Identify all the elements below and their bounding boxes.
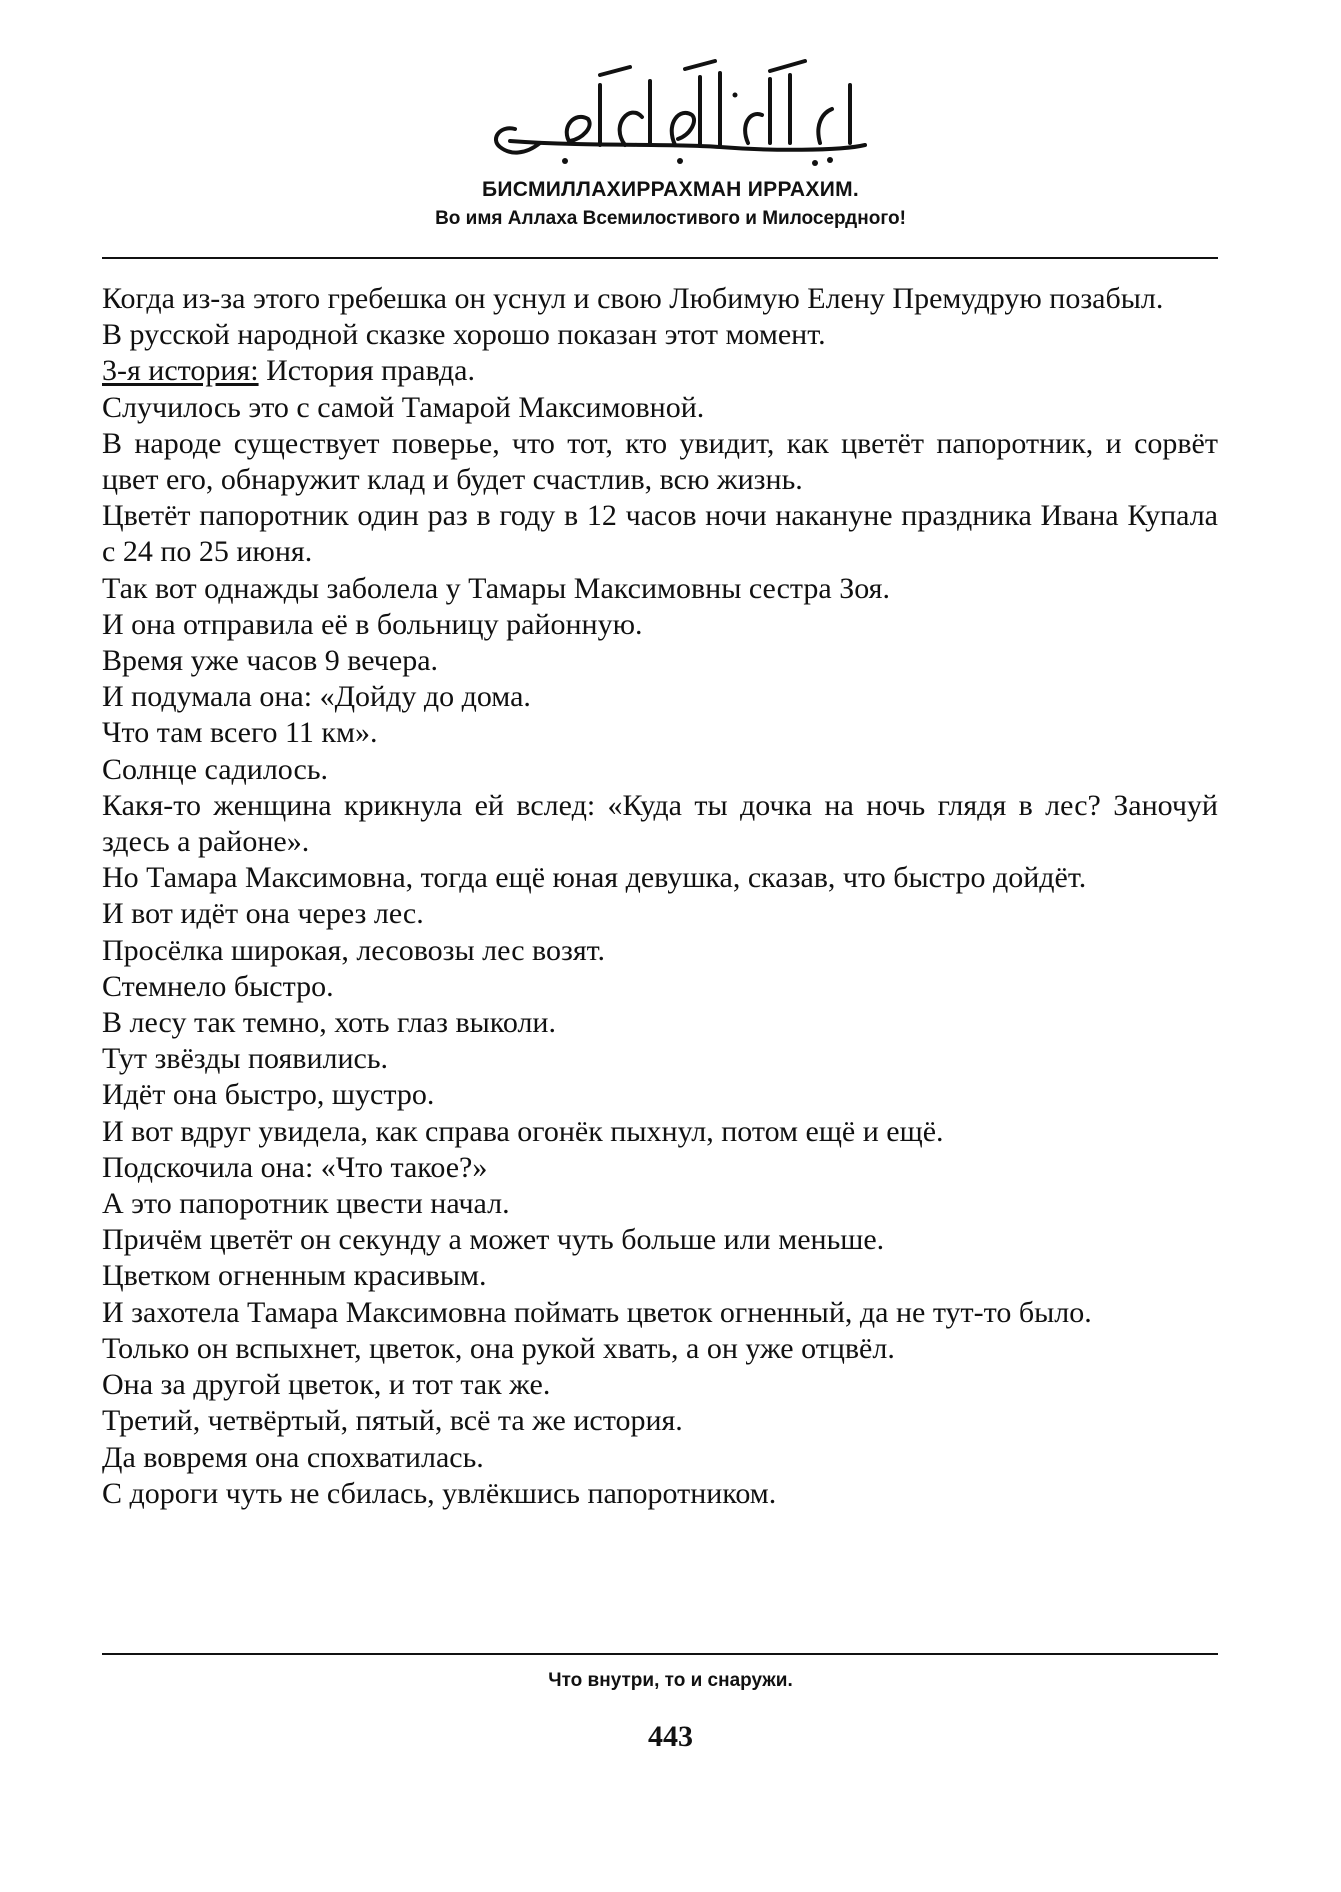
body-text [102, 281, 1218, 1512]
paragraph: Цветком огненным красивым. [102, 1259, 487, 1293]
paragraph: И подумала она: «Дойду до дома. [102, 680, 531, 714]
paragraph: Случилось это с самой Тамарой Максимовной. [102, 390, 705, 424]
footer-motto: Что внутри, то и снаружи. [548, 1670, 793, 1691]
bismillah-calligraphy [470, 55, 890, 170]
paragraph: И вот идёт она через лес. [102, 897, 424, 931]
paragraph: И захотела Тамара Максимовна поймать цветок огненный, да не тут-то было. [102, 1295, 1092, 1329]
paragraph: Тут звёзды появились. [102, 1042, 389, 1076]
paragraph: В народе существует поверье, что тот, кто увидит, как цветёт папоротник, и сорвёт цвет его, обнаружит клад и будет счастлив, всю жизнь. [102, 426, 1218, 497]
paragraph: Только он вспыхнет, цветок, она рукой хвать, а он уже отцвёл. [102, 1331, 895, 1365]
paragraph: В русской народной сказке хорошо показан этот момент. [102, 318, 826, 352]
paragraph: Но Тамара Максимовна, тогда ещё юная девушка, сказав, что быстро дойдёт. [102, 861, 1087, 895]
paragraph: Причём цветёт он секунду а может чуть больше или меньше. [102, 1223, 885, 1257]
paragraph: Время уже часов 9 вечера. [102, 644, 439, 678]
paragraph: Цветёт папоротник один раз в году в 12 часов ночи накануне праздника Ивана Купала с 24 по 25 июня. [102, 499, 1218, 569]
paragraph: Она за другой цветок, и тот так же. [102, 1368, 551, 1402]
story-label: 3-я история: [102, 354, 259, 388]
paragraph: Когда из-за этого гребешка он уснул и свою Любимую Елену Премудрую позабыл. [102, 282, 1164, 315]
paragraph: С дороги чуть не сбилась, увлёкшись папоротником. [102, 1476, 777, 1510]
header-title: БИСМИЛЛАХИРРАХМАН ИРРАХИМ. [481, 178, 860, 201]
paragraph: Идёт она быстро, шустро. [102, 1078, 435, 1112]
header-divider [102, 257, 1218, 259]
paragraph: И она отправила её в больницу районную. [102, 607, 643, 641]
footer-divider [102, 1653, 1218, 1655]
page-number: 443 [648, 1720, 693, 1753]
paragraph: Стемнело быстро. [102, 969, 334, 1003]
paragraph-story-heading [102, 353, 1218, 389]
story-heading-text: История правда. [258, 354, 475, 388]
paragraph: Какя-то женщина крикнула ей вслед: «Куда ты дочка на ночь глядя в лес? Заночуй здесь а районе». [102, 788, 1218, 859]
paragraph: Третий, четвёртый, пятый, всё та же история. [102, 1404, 683, 1438]
paragraph: Солнце садилось. [102, 752, 329, 786]
header-subtitle: Во имя Аллаха Всемилостивого и Милосердного! [435, 208, 906, 229]
paragraph: В лесу так темно, хоть глаз выколи. [102, 1006, 556, 1040]
paragraph: Да вовремя она спохватилась. [102, 1440, 484, 1474]
paragraph: Что там всего 11 км». [102, 716, 378, 750]
paragraph: И вот вдруг увидела, как справа огонёк пыхнул, потом ещё и ещё. [102, 1114, 944, 1148]
paragraph: Просёлка широкая, лесовозы лес возят. [102, 933, 605, 967]
paragraph: Подскочила она: «Что такое?» [102, 1150, 488, 1184]
paragraph: А это папоротник цвести начал. [102, 1187, 510, 1221]
paragraph: Так вот однажды заболела у Тамары Максимовны сестра Зоя. [102, 571, 890, 605]
